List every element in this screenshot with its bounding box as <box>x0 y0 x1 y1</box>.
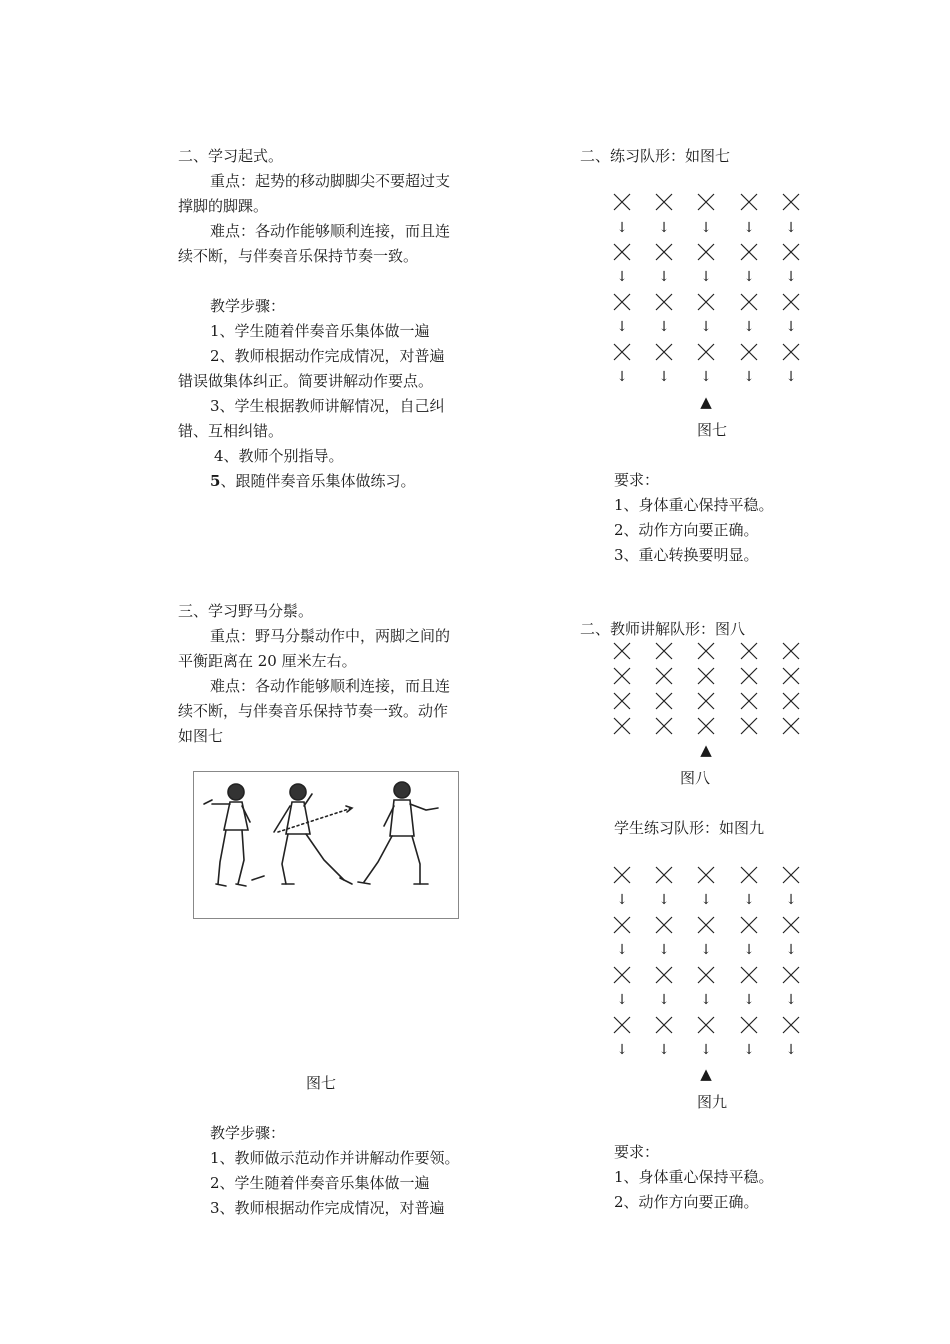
down-arrow-icon: ↓ <box>785 269 797 285</box>
student-cross-icon <box>654 242 674 262</box>
student-cross-icon <box>696 292 716 312</box>
student-cross-icon <box>612 915 632 935</box>
student-cross-icon <box>739 292 759 312</box>
down-arrow-icon: ↓ <box>658 942 670 958</box>
down-arrow-icon: ↓ <box>743 220 755 236</box>
student-cross-icon <box>654 192 674 212</box>
student-cross-icon <box>654 666 674 686</box>
requirement-2: 2、动作方向要正确。 <box>614 521 759 539</box>
down-arrow-icon: ↓ <box>785 992 797 1008</box>
teacher-triangle-icon: ▲ <box>700 1065 712 1083</box>
section2-key-point: 重点：起势的移动脚脚尖不要超过支 <box>210 172 451 190</box>
step-5 <box>210 471 415 491</box>
student-cross-icon <box>781 242 801 262</box>
down-arrow-icon: ↓ <box>785 369 797 385</box>
student-cross-icon <box>739 915 759 935</box>
practice-formation-title: 二、练习队形：如图七 <box>580 147 731 165</box>
student-cross-icon <box>612 666 632 686</box>
step-5-text: 、跟随伴奏音乐集体做练习。 <box>220 472 416 490</box>
figure-7-caption: 图七 <box>306 1074 337 1092</box>
down-arrow-icon: ↓ <box>658 220 670 236</box>
down-arrow-icon: ↓ <box>700 269 712 285</box>
student-cross-icon <box>696 691 716 711</box>
taichi-figures-illustration <box>194 772 458 918</box>
down-arrow-icon: ↓ <box>658 892 670 908</box>
student-cross-icon <box>612 691 632 711</box>
down-arrow-icon: ↓ <box>743 369 755 385</box>
student-cross-icon <box>612 641 632 661</box>
student-cross-icon <box>739 342 759 362</box>
student-cross-icon <box>739 242 759 262</box>
requirement2-1: 1、身体重心保持平稳。 <box>614 1168 774 1186</box>
step-2-cont: 错误做集体纠正。简要讲解动作要点。 <box>178 372 434 390</box>
student-cross-icon <box>739 666 759 686</box>
figure-9-caption: 图九 <box>697 1093 728 1111</box>
down-arrow-icon: ↓ <box>616 942 628 958</box>
down-arrow-icon: ↓ <box>700 942 712 958</box>
down-arrow-icon: ↓ <box>700 1042 712 1058</box>
down-arrow-icon: ↓ <box>785 942 797 958</box>
student-cross-icon <box>739 865 759 885</box>
student-cross-icon <box>696 666 716 686</box>
down-arrow-icon: ↓ <box>743 319 755 335</box>
requirements2-title: 要求： <box>614 1143 660 1161</box>
student-cross-icon <box>612 292 632 312</box>
student-cross-icon <box>781 192 801 212</box>
section3-difficulty-cont2: 如图七 <box>178 727 224 745</box>
step2-3: 3、教师根据动作完成情况，对普遍 <box>210 1199 445 1217</box>
student-cross-icon <box>781 865 801 885</box>
student-cross-icon <box>696 192 716 212</box>
student-cross-icon <box>654 641 674 661</box>
student-cross-icon <box>739 716 759 736</box>
down-arrow-icon: ↓ <box>785 1042 797 1058</box>
student-cross-icon <box>781 641 801 661</box>
student-cross-icon <box>739 192 759 212</box>
student-cross-icon <box>696 242 716 262</box>
student-cross-icon <box>781 1015 801 1035</box>
step-4: 4、教师个别指导。 <box>214 447 344 465</box>
student-cross-icon <box>696 915 716 935</box>
teacher-triangle-icon: ▲ <box>700 393 712 411</box>
student-cross-icon <box>612 865 632 885</box>
steps2-title: 教学步骤： <box>210 1124 286 1142</box>
section3-key-point-cont: 平衡距离在 20 厘米左右。 <box>178 652 357 670</box>
student-cross-icon <box>781 342 801 362</box>
section3-key-point: 重点：野马分鬃动作中，两脚之间的 <box>210 627 451 645</box>
down-arrow-icon: ↓ <box>658 319 670 335</box>
student-cross-icon <box>654 865 674 885</box>
figure-8-caption: 图八 <box>680 769 711 787</box>
step-2: 2、教师根据动作完成情况，对普遍 <box>210 347 445 365</box>
requirement-3: 3、重心转换要明显。 <box>614 546 759 564</box>
down-arrow-icon: ↓ <box>700 319 712 335</box>
student-cross-icon <box>781 915 801 935</box>
figure-7-right-caption: 图七 <box>697 421 728 439</box>
steps-title: 教学步骤： <box>210 297 286 315</box>
teacher-triangle-icon: ▲ <box>700 741 712 759</box>
requirement-1: 1、身体重心保持平稳。 <box>614 496 774 514</box>
taichi-figure-image <box>193 771 459 919</box>
step-5-number: 5 <box>210 472 221 490</box>
down-arrow-icon: ↓ <box>658 369 670 385</box>
student-cross-icon <box>654 965 674 985</box>
section2-key-point-cont: 撑脚的脚踝。 <box>178 197 269 215</box>
student-cross-icon <box>654 691 674 711</box>
step2-2: 2、学生随着伴奏音乐集体做一遍 <box>210 1174 430 1192</box>
student-cross-icon <box>612 1015 632 1035</box>
down-arrow-icon: ↓ <box>700 992 712 1008</box>
student-cross-icon <box>739 691 759 711</box>
student-cross-icon <box>612 342 632 362</box>
student-cross-icon <box>696 641 716 661</box>
student-cross-icon <box>612 242 632 262</box>
down-arrow-icon: ↓ <box>616 319 628 335</box>
down-arrow-icon: ↓ <box>616 892 628 908</box>
down-arrow-icon: ↓ <box>785 319 797 335</box>
section2-difficulty: 难点：各动作能够顺利连接，而且连 <box>210 222 451 240</box>
down-arrow-icon: ↓ <box>743 1042 755 1058</box>
down-arrow-icon: ↓ <box>616 220 628 236</box>
student-cross-icon <box>696 1015 716 1035</box>
student-cross-icon <box>654 292 674 312</box>
down-arrow-icon: ↓ <box>743 269 755 285</box>
down-arrow-icon: ↓ <box>785 892 797 908</box>
down-arrow-icon: ↓ <box>785 220 797 236</box>
down-arrow-icon: ↓ <box>616 269 628 285</box>
requirement2-2: 2、动作方向要正确。 <box>614 1193 759 1211</box>
student-cross-icon <box>654 915 674 935</box>
down-arrow-icon: ↓ <box>616 1042 628 1058</box>
student-cross-icon <box>612 965 632 985</box>
down-arrow-icon: ↓ <box>658 992 670 1008</box>
down-arrow-icon: ↓ <box>658 1042 670 1058</box>
section2-title: 二、学习起式。 <box>178 147 284 165</box>
student-formation-title: 学生练习队形：如图九 <box>614 819 765 837</box>
student-cross-icon <box>739 641 759 661</box>
student-cross-icon <box>696 965 716 985</box>
section3-title: 三、学习野马分鬃。 <box>178 602 314 620</box>
student-cross-icon <box>739 1015 759 1035</box>
step-1: 1、学生随着伴奏音乐集体做一遍 <box>210 322 430 340</box>
student-cross-icon <box>654 716 674 736</box>
step2-1: 1、教师做示范动作并讲解动作要领。 <box>210 1149 460 1167</box>
requirements-title: 要求： <box>614 471 660 489</box>
section2-difficulty-cont: 续不断，与伴奏音乐保持节奏一致。 <box>178 247 419 265</box>
student-cross-icon <box>612 716 632 736</box>
down-arrow-icon: ↓ <box>616 369 628 385</box>
down-arrow-icon: ↓ <box>616 992 628 1008</box>
student-cross-icon <box>696 865 716 885</box>
section3-difficulty-cont: 续不断，与伴奏音乐保持节奏一致。动作 <box>178 702 449 720</box>
student-cross-icon <box>781 965 801 985</box>
student-cross-icon <box>781 292 801 312</box>
section3-difficulty: 难点：各动作能够顺利连接，而且连 <box>210 677 451 695</box>
student-cross-icon <box>781 666 801 686</box>
down-arrow-icon: ↓ <box>700 892 712 908</box>
student-cross-icon <box>612 192 632 212</box>
student-cross-icon <box>654 342 674 362</box>
down-arrow-icon: ↓ <box>700 369 712 385</box>
step-3-cont: 错、互相纠错。 <box>178 422 284 440</box>
down-arrow-icon: ↓ <box>743 942 755 958</box>
down-arrow-icon: ↓ <box>743 892 755 908</box>
student-cross-icon <box>781 716 801 736</box>
teacher-formation-title: 二、教师讲解队形：图八 <box>580 620 746 638</box>
step-3: 3、学生根据教师讲解情况，自己纠 <box>210 397 445 415</box>
student-cross-icon <box>781 691 801 711</box>
down-arrow-icon: ↓ <box>743 992 755 1008</box>
down-arrow-icon: ↓ <box>700 220 712 236</box>
student-cross-icon <box>696 716 716 736</box>
down-arrow-icon: ↓ <box>658 269 670 285</box>
student-cross-icon <box>739 965 759 985</box>
student-cross-icon <box>654 1015 674 1035</box>
student-cross-icon <box>696 342 716 362</box>
